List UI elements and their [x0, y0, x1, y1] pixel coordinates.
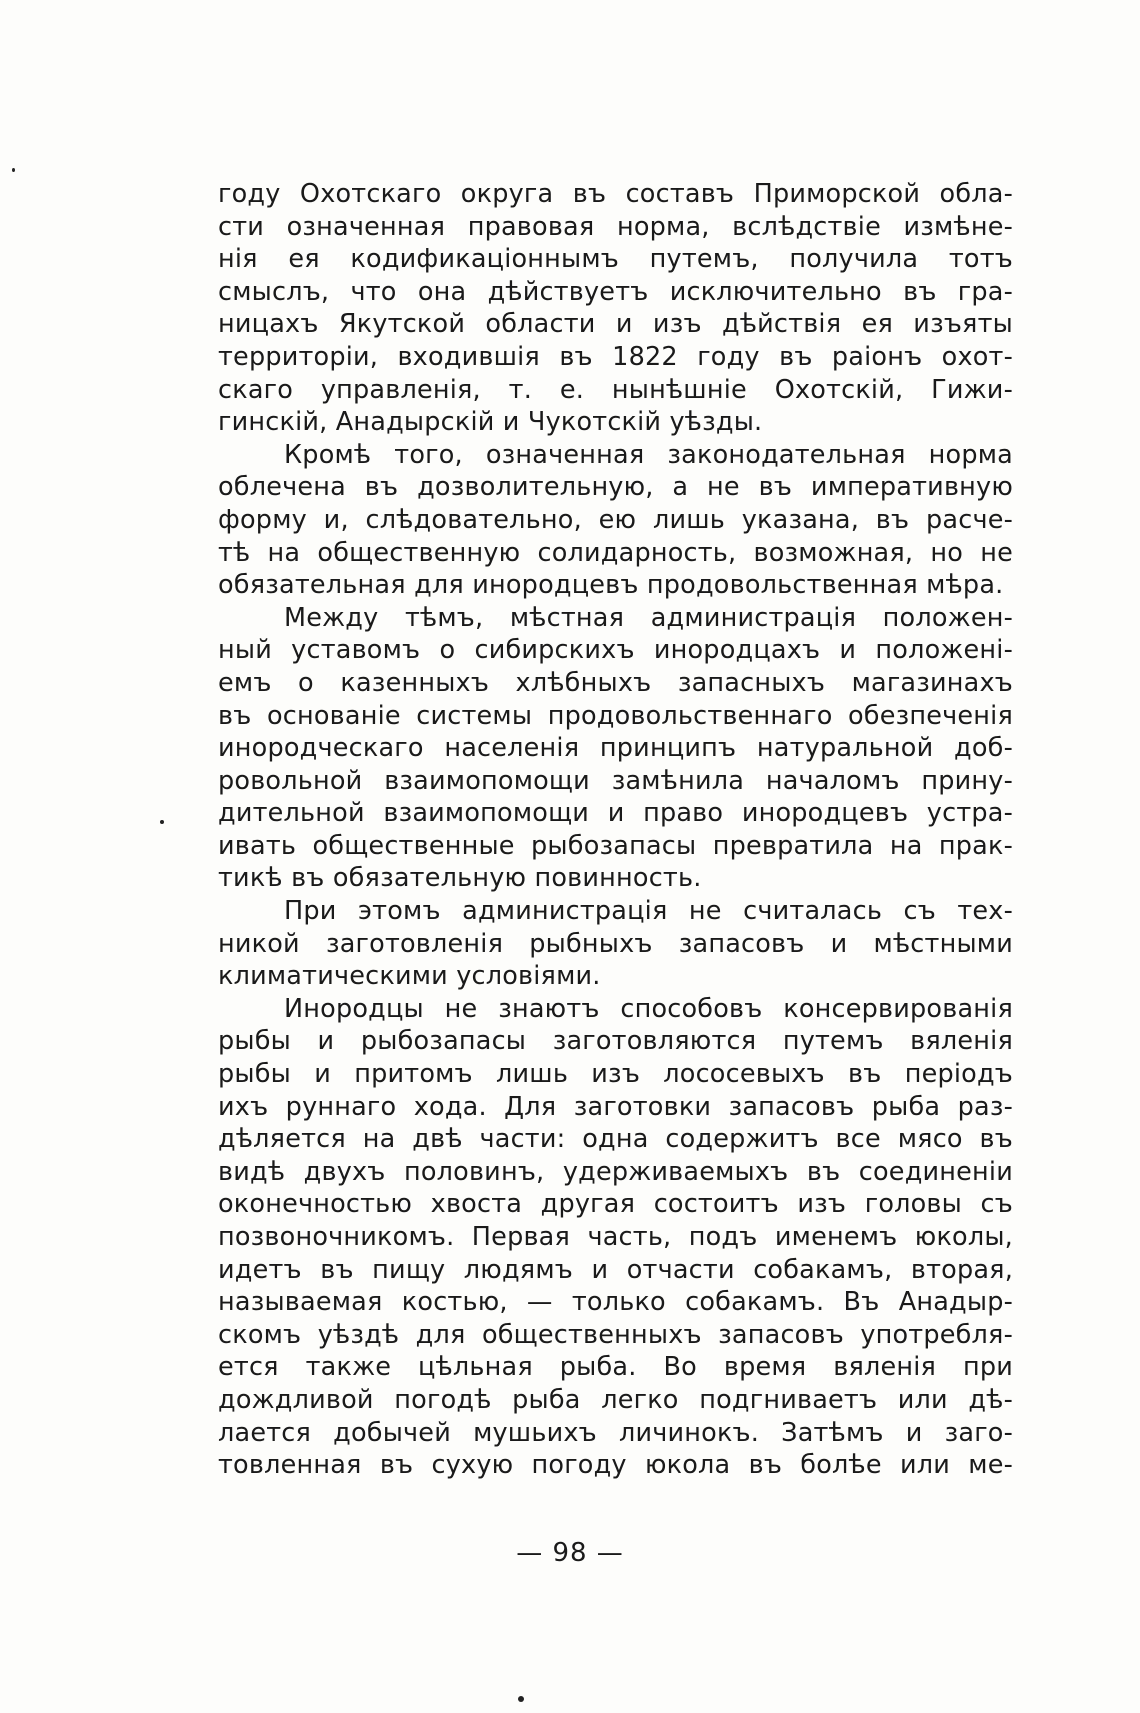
text-line: ровольной взаимопомощи замѣнила началомъ прину- [218, 765, 1013, 796]
text-line: называемая костью, — только собакамъ. Въ Анадыр- [218, 1287, 1013, 1318]
margin-speck [518, 1696, 524, 1702]
text-line: Между тѣмъ, мѣстная администрація положен- [284, 602, 1013, 633]
text-line: тикѣ въ обязательную повинность. [218, 863, 702, 894]
text-line: нія ея кодификаціоннымъ путемъ, получила тотъ [218, 244, 1013, 275]
text-line: дительной взаимопомощи и право инородцевъ устра- [218, 798, 1013, 829]
margin-speck [160, 820, 164, 824]
text-line: скаго управленія, т. е. нынѣшніе Охотскій, Гижи- [218, 374, 1013, 405]
text-line: облечена въ дозволительную, а не въ императивную [218, 472, 1013, 503]
text-line: обязательная для инородцевъ продовольственная мѣра. [218, 570, 1004, 601]
text-line: рыбы и притомъ лишь изъ лососевыхъ въ періодъ [218, 1059, 1013, 1090]
text-line: емъ о казенныхъ хлѣбныхъ запасныхъ магазинахъ [218, 667, 1013, 698]
text-line: ный уставомъ о сибирскихъ инородцахъ и положені- [218, 635, 1013, 666]
text-line: ется также цѣльная рыба. Во время вяленія при [218, 1352, 1013, 1383]
text-line: сти означенная правовая норма, вслѣдствіе измѣне- [218, 211, 1013, 242]
text-line: ивать общественные рыбозапасы превратила на прак- [218, 830, 1013, 861]
text-line: тѣ на общественную солидарность, возможная, но не [218, 537, 1013, 568]
text-line: скомъ уѣздѣ для общественныхъ запасовъ употребля- [218, 1319, 1013, 1350]
text-line: году Охотскаго округа въ составъ Приморской обла- [218, 179, 1013, 209]
text-line: ницахъ Якутской области и изъ дѣйствія ея изъяты [218, 309, 1013, 340]
margin-speck [12, 168, 15, 172]
text-line: Инородцы не знаютъ способовъ консервированія [284, 993, 1013, 1024]
text-line: лается добычей мушьихъ личинокъ. Затѣмъ и заго- [218, 1417, 1013, 1448]
text-line: При этомъ администрація не считалась съ тех- [284, 896, 1013, 927]
text-line: ихъ руннаго хода. Для заготовки запасовъ рыба раз- [218, 1091, 1013, 1122]
text-line: оконечностью хвоста другая состоитъ изъ головы съ [218, 1189, 1013, 1220]
text-line: гинскій, Анадырскій и Чукотскій уѣзды. [218, 407, 763, 438]
text-line: смыслъ, что она дѣйствуетъ исключительно въ гра- [218, 276, 1013, 307]
page-number: — 98 — [516, 1538, 624, 1568]
text-line: инородческаго населенія принципъ натуральной доб- [218, 733, 1013, 764]
text-line: территоріи, входившія въ 1822 году въ раіонъ охот- [218, 341, 1013, 372]
text-line: идетъ въ пищу людямъ и отчасти собакамъ, вторая, [218, 1254, 1013, 1285]
text-line: дѣляется на двѣ части: одна содержитъ все мясо въ [218, 1124, 1013, 1155]
text-line: позвоночникомъ. Первая часть, подъ именемъ юколы, [218, 1222, 1013, 1252]
text-line: никой заготовленія рыбныхъ запасовъ и мѣстными [218, 928, 1013, 959]
text-line: форму и, слѣдовательно, ею лишь указана, въ расче- [218, 504, 1013, 535]
text-line: Кромѣ того, означенная законодательная норма [284, 439, 1013, 470]
text-line: товленная въ сухую погоду юкола въ болѣе или ме- [218, 1450, 1013, 1481]
body-text [218, 178, 1013, 1482]
text-line: дождливой погодѣ рыба легко подгниваетъ или дѣ- [218, 1384, 1013, 1415]
text-line: климатическими условіями. [218, 961, 601, 992]
text-line: рыбы и рыбозапасы заготовляются путемъ вяленія [218, 1026, 1013, 1057]
text-line: видѣ двухъ половинъ, удерживаемыхъ въ соединеніи [218, 1156, 1013, 1187]
text-line: въ основаніе системы продовольственнаго обезпеченія [218, 700, 1013, 731]
